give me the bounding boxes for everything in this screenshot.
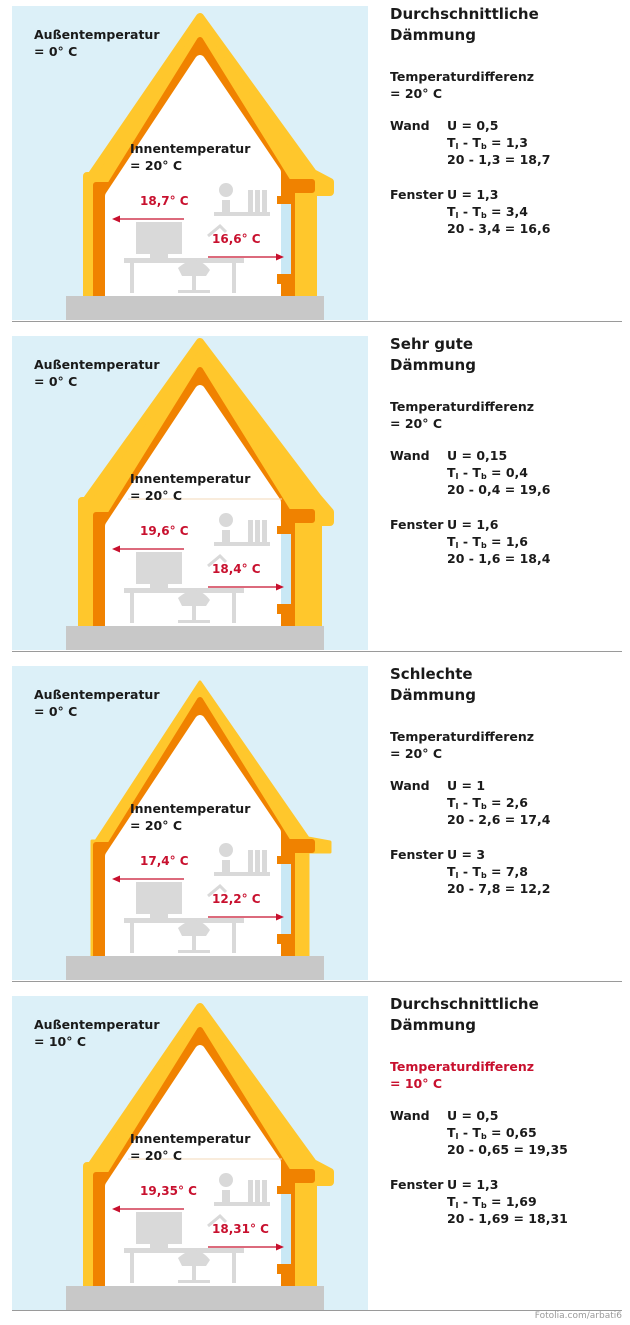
outside-temperature-label: Außentemperatur — [34, 27, 160, 42]
chair-leg-shape — [192, 606, 196, 620]
plant-shape — [219, 183, 233, 197]
desk-top-shape — [124, 918, 244, 923]
insulation-panel — [0, 660, 630, 990]
panel-divider — [12, 321, 622, 322]
window-label: Fenster — [390, 517, 444, 532]
window-u-value: U = 1,6 — [447, 517, 499, 532]
temperature-difference — [390, 68, 534, 102]
wall-delta: $T_I - T_b = 2,6$ — [447, 795, 529, 811]
outside-temperature-value: = 0° C — [34, 44, 78, 59]
outside-temperature-value: = 0° C — [34, 704, 78, 719]
window-result: 20 - 1,6 = 18,4 — [447, 551, 551, 566]
wall-delta: $T_I - T_b = 1,3$ — [447, 135, 529, 151]
monitor-shape — [136, 882, 182, 914]
wall-u-value: U = 1 — [447, 778, 486, 793]
inside-temperature-value: = 20° C — [130, 1148, 182, 1163]
window-glass — [281, 204, 291, 274]
window-glass — [281, 1194, 291, 1264]
outside-temperature-label: Außentemperatur — [34, 1017, 160, 1032]
desk-leg-shape — [130, 1253, 134, 1283]
desk-leg-shape — [232, 923, 236, 953]
temperature-difference-value: = 20° C — [390, 86, 442, 101]
binder-shape — [248, 1180, 253, 1202]
binder-shape — [262, 190, 267, 212]
chair-leg-shape — [192, 936, 196, 950]
inside-temperature-label: Innentemperatur — [130, 141, 251, 156]
chair-base-shape — [178, 950, 210, 953]
window-frame-top — [277, 526, 292, 534]
window-label: Fenster — [390, 187, 444, 202]
wall-label: Wand — [390, 448, 430, 463]
desk-leg-shape — [232, 593, 236, 623]
temperature-difference-label: Temperaturdifferenz — [390, 69, 535, 84]
panel-title-line1: Sehr gute — [390, 335, 474, 353]
outside-temperature-value: = 0° C — [34, 374, 78, 389]
wall-u-value: U = 0,15 — [447, 448, 508, 463]
window-glass — [281, 534, 291, 604]
inside-temperature-value: = 20° C — [130, 158, 182, 173]
panel-title-line2: Dämmung — [390, 1016, 476, 1034]
wall-label: Wand — [390, 118, 430, 133]
panel-divider — [12, 651, 622, 652]
wall-result: 20 - 0,4 = 19,6 — [447, 482, 551, 497]
plant-pot-shape — [222, 860, 230, 872]
desk-leg-shape — [130, 263, 134, 293]
binder-shape — [255, 1180, 260, 1202]
inside-temperature-value: = 20° C — [130, 818, 182, 833]
inside-temperature — [130, 800, 250, 834]
window-frame-bottom — [277, 934, 292, 944]
monitor-shape — [136, 552, 182, 584]
binder-shape — [248, 520, 253, 542]
shelf-shape — [214, 542, 270, 546]
monitor-stand-shape — [150, 254, 168, 258]
wall-surface-temperature: 17,4° C — [140, 854, 189, 868]
desk-leg-shape — [232, 1253, 236, 1283]
window-frame-bottom — [277, 604, 292, 614]
window-u-value: U = 1,3 — [447, 1177, 499, 1192]
binder-shape — [262, 520, 267, 542]
insulation-panel — [0, 0, 630, 330]
chair-base-shape — [178, 290, 210, 293]
outside-temperature-label: Außentemperatur — [34, 357, 160, 372]
outside-temperature — [34, 686, 159, 720]
wall-label: Wand — [390, 1108, 430, 1123]
desk-leg-shape — [130, 923, 134, 953]
temperature-difference — [390, 1058, 534, 1092]
chair-base-shape — [178, 620, 210, 623]
wall-surface-temperature: 18,7° C — [140, 194, 189, 208]
outside-temperature — [34, 26, 159, 60]
inside-temperature-label: Innentemperatur — [130, 1131, 251, 1146]
wall-result: 20 - 2,6 = 17,4 — [447, 812, 551, 827]
window-delta: $T_I - T_b = 3,4$ — [447, 204, 529, 220]
shelf-shape — [214, 212, 270, 216]
panel-title — [390, 4, 539, 46]
window-frame-top — [277, 196, 292, 204]
window-result: 20 - 3,4 = 16,6 — [447, 221, 551, 236]
temperature-difference-value: = 20° C — [390, 416, 442, 431]
desk-top-shape — [124, 588, 244, 593]
window-u-value: U = 1,3 — [447, 187, 499, 202]
outside-temperature-value: = 10° C — [34, 1034, 86, 1049]
plant-pot-shape — [222, 200, 230, 212]
monitor-stand-shape — [150, 584, 168, 588]
window-delta: $T_I - T_b = 7,8$ — [447, 864, 529, 880]
temperature-difference-label: Temperaturdifferenz — [390, 729, 535, 744]
wall-surface-temperature: 19,35° C — [140, 1184, 197, 1198]
plant-shape — [219, 843, 233, 857]
window-surface-temperature: 18,31° C — [212, 1222, 269, 1236]
binder-shape — [262, 850, 267, 872]
ground — [66, 956, 324, 980]
inside-temperature — [130, 470, 250, 504]
panel-title — [390, 994, 539, 1036]
image-credit: Fotolia.com/arbati6 — [534, 1311, 622, 1321]
outside-temperature-label: Außentemperatur — [34, 687, 160, 702]
temperature-difference-label: Temperaturdifferenz — [390, 1059, 535, 1074]
window-result: 20 - 7,8 = 12,2 — [447, 881, 551, 896]
panel-divider — [12, 981, 622, 982]
panel-title-line2: Dämmung — [390, 26, 476, 44]
inside-temperature — [130, 1130, 250, 1164]
binder-shape — [255, 520, 260, 542]
monitor-stand-shape — [150, 1244, 168, 1248]
temperature-difference — [390, 728, 534, 762]
chair-leg-shape — [192, 1266, 196, 1280]
wall-u-value: U = 0,5 — [447, 118, 499, 133]
panel-divider — [12, 1310, 622, 1311]
window-label: Fenster — [390, 847, 444, 862]
ground — [66, 296, 324, 320]
panel-title-line2: Dämmung — [390, 686, 476, 704]
inside-temperature — [130, 140, 250, 174]
insulation-panel — [0, 330, 630, 660]
window-delta: $T_I - T_b = 1,69$ — [447, 1194, 537, 1210]
panel-title-line1: Durchschnittliche — [390, 995, 539, 1013]
inside-temperature-label: Innentemperatur — [130, 471, 251, 486]
desk-top-shape — [124, 258, 244, 263]
temperature-difference — [390, 398, 534, 432]
window-result: 20 - 1,69 = 18,31 — [447, 1211, 568, 1226]
window-delta: $T_I - T_b = 1,6$ — [447, 534, 529, 550]
panel-title-line1: Durchschnittliche — [390, 5, 539, 23]
binder-shape — [255, 190, 260, 212]
wall-result: 20 - 0,65 = 19,35 — [447, 1142, 568, 1157]
wall-delta: $T_I - T_b = 0,4$ — [447, 465, 529, 481]
desk-top-shape — [124, 1248, 244, 1253]
wall-u-value: U = 0,5 — [447, 1108, 499, 1123]
ground — [66, 626, 324, 650]
temperature-difference-value: = 20° C — [390, 746, 442, 761]
wall-label: Wand — [390, 778, 430, 793]
wall-surface-temperature: 19,6° C — [140, 524, 189, 538]
outside-temperature — [34, 1016, 159, 1050]
window-u-value: U = 3 — [447, 847, 486, 862]
binder-shape — [255, 850, 260, 872]
wall-result: 20 - 1,3 = 18,7 — [447, 152, 551, 167]
temperature-difference-label: Temperaturdifferenz — [390, 399, 535, 414]
monitor-shape — [136, 222, 182, 254]
window-frame-top — [277, 856, 292, 864]
window-surface-temperature: 16,6° C — [212, 232, 261, 246]
monitor-shape — [136, 1212, 182, 1244]
plant-pot-shape — [222, 1190, 230, 1202]
plant-shape — [219, 1173, 233, 1187]
panel-title-line1: Schlechte — [390, 665, 473, 683]
window-frame-bottom — [277, 1264, 292, 1274]
window-glass — [281, 864, 291, 934]
panel-title — [390, 664, 476, 706]
wall-delta: $T_I - T_b = 0,65$ — [447, 1125, 537, 1141]
window-surface-temperature: 12,2° C — [212, 892, 261, 906]
insulation-panel — [0, 990, 630, 1320]
desk-leg-shape — [130, 593, 134, 623]
desk-leg-shape — [232, 263, 236, 293]
chair-base-shape — [178, 1280, 210, 1283]
chair-leg-shape — [192, 276, 196, 290]
panel-title-line2: Dämmung — [390, 356, 476, 374]
binder-shape — [248, 850, 253, 872]
binder-shape — [262, 1180, 267, 1202]
plant-shape — [219, 513, 233, 527]
outside-temperature — [34, 356, 159, 390]
monitor-stand-shape — [150, 914, 168, 918]
inside-temperature-label: Innentemperatur — [130, 801, 251, 816]
shelf-shape — [214, 1202, 270, 1206]
ground — [66, 1286, 324, 1310]
shelf-shape — [214, 872, 270, 876]
window-surface-temperature: 18,4° C — [212, 562, 261, 576]
window-frame-top — [277, 1186, 292, 1194]
binder-shape — [248, 190, 253, 212]
inside-temperature-value: = 20° C — [130, 488, 182, 503]
plant-pot-shape — [222, 530, 230, 542]
panel-title — [390, 334, 476, 376]
temperature-difference-value: = 10° C — [390, 1076, 442, 1091]
window-label: Fenster — [390, 1177, 444, 1192]
window-frame-bottom — [277, 274, 292, 284]
